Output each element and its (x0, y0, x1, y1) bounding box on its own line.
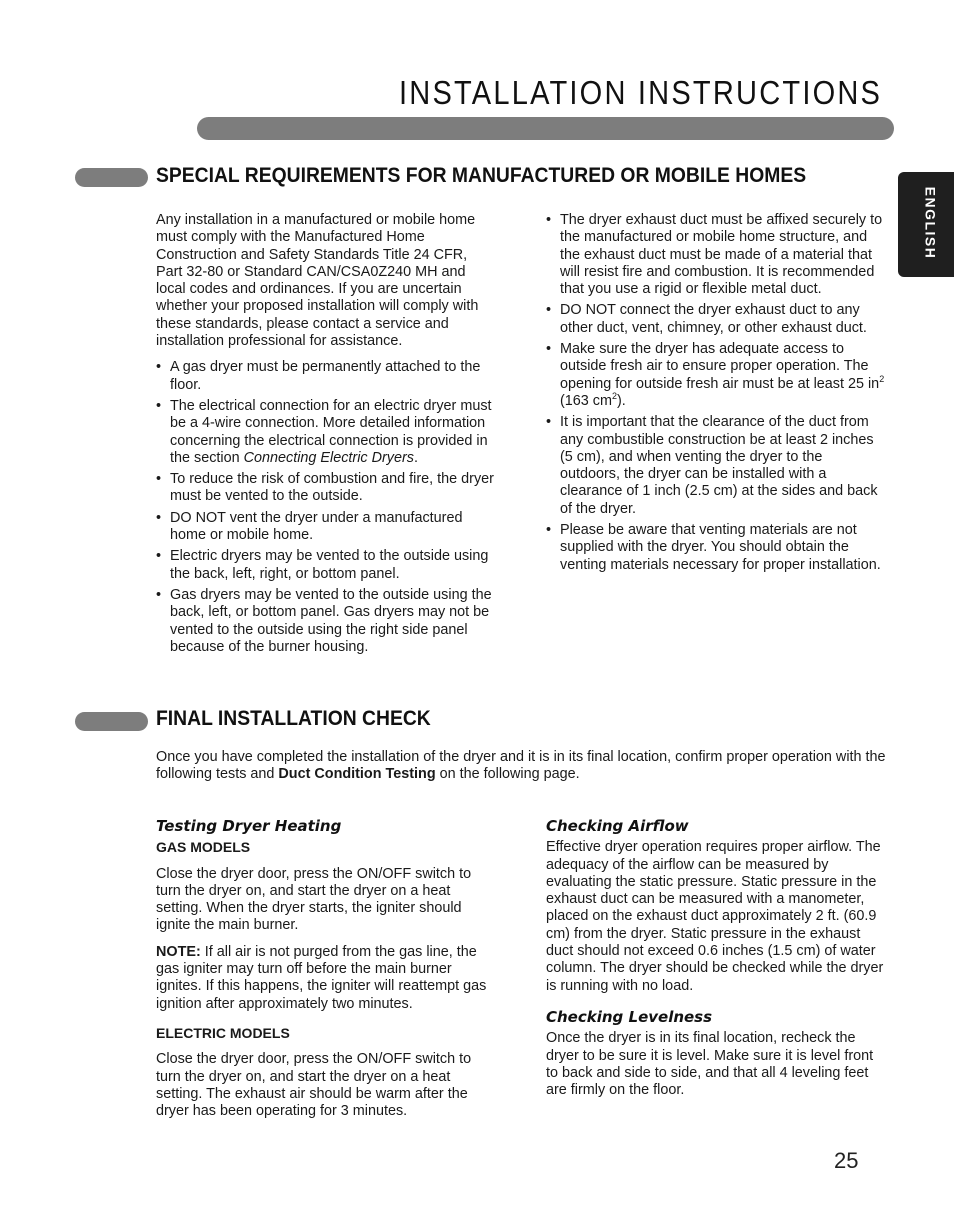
airflow-column (546, 818, 886, 1108)
section-marker-pill (75, 712, 148, 731)
bullet-glyph: • (156, 471, 162, 488)
superscript: 2 (879, 373, 885, 384)
list-item-text: Gas dryers may be vented to the outside using the back, left, or bottom panel. Gas dryers may not be vented to the outside using the right side panel because of the burner housing. (170, 586, 492, 655)
list-item-text: (163 cm (560, 392, 612, 409)
list-item-text: The electrical connection for an electric dryer must be a 4-wire connection. More detailed information concerning the electrical connection is provided in the section (170, 397, 492, 466)
mobile-homes-left-list (156, 359, 496, 656)
bullet-glyph: • (156, 548, 162, 565)
bullet-glyph: • (546, 302, 552, 319)
list-item-text: Please be aware that venting materials are not supplied with the dryer. You should obtain the venting materials necessary for proper installation. (560, 522, 881, 573)
bullet-glyph: • (156, 359, 162, 376)
title-underline-bar (197, 117, 894, 140)
superscript: 2 (611, 391, 617, 402)
levelness-text: Once the dryer is in its final location, recheck the dryer to be sure it is level. Make sure it is level front to back and side to side, and that all 4 leveling feet are firmly on the floor. (546, 1030, 874, 1099)
section-heading-final-check: FINAL INSTALLATION CHECK (156, 707, 431, 730)
mobile-homes-left-column (156, 212, 496, 660)
list-item-text: Make sure the dryer has adequate access to outside fresh air to ensure proper operation. The opening for outside fresh air must be at least 25 in (560, 341, 880, 392)
electric-models-label: ELECTRIC MODELS (156, 1024, 290, 1041)
bullet-glyph: • (156, 509, 162, 526)
list-item-text: DO NOT vent the dryer under a manufactured home or mobile home. (170, 509, 463, 544)
list-item (546, 341, 886, 410)
list-item-text: It is important that the clearance of the duct from any combustible construction be at least 2 inches (5 cm), and when venting the dryer to the outdoors, the dryer can be installed with a clearance of 1 inch (2.5 cm) at the sides and back of the dryer. (560, 414, 878, 517)
heating-column (156, 818, 496, 1129)
final-check-intro (156, 749, 891, 793)
language-tab (898, 172, 954, 277)
airflow-text: Effective dryer operation requires proper airflow. The adequacy of the airflow can be measured by evaluating the static pressure. Static pressure in the exhaust duct can be measured with a manometer, placed on the exhaust duct approximately 2 ft. (60.9 cm) from the dryer. Static pressure in the exhaust duct should not exceed 0.6 inches (1.5 cm) of water column. The dryer should be checked while the dryer is running with no load. (546, 839, 884, 994)
bullet-glyph: • (546, 212, 552, 228)
gas-models-text: Close the dryer door, press the ON/OFF switch to turn the dryer on, and start the dryer on a heat setting. When the dryer starts, the igniter should ignite the main burner. (156, 865, 472, 934)
bullet-glyph: • (546, 341, 552, 358)
list-item (156, 398, 496, 467)
bullet-glyph: • (546, 522, 552, 539)
list-item-text: The dryer exhaust duct must be affixed securely to the manufactured or mobile home structure, and the exhaust duct must be made of a material that will resist fire and combustion. It is recommended that you use a rigid or flexible metal duct. (560, 212, 883, 298)
intro-text: Once you have completed the installation of the dryer and it is in its final location, confirm proper operation with the following tests and (156, 749, 886, 783)
intro-text: on the following page. (435, 766, 580, 783)
list-item (156, 471, 496, 506)
list-item-text: ). (617, 392, 626, 409)
list-item (546, 212, 886, 298)
page-title: INSTALLATION INSTRUCTIONS (399, 74, 883, 111)
bullet-glyph: • (546, 414, 552, 431)
list-item-text: Electric dryers may be vented to the outside using the back, left, right, or bottom panel. (170, 548, 489, 582)
electric-models-text: Close the dryer door, press the ON/OFF switch to turn the dryer on, and start the dryer on a heat setting. The exhaust air should be warm after the dryer has been operating for 3 minutes. (156, 1051, 472, 1120)
list-item (156, 548, 496, 583)
intro-bold-reference: Duct Condition Testing (278, 766, 436, 783)
list-item-text: To reduce the risk of combustion and fire, the dryer must be vented to the outside. (170, 471, 494, 505)
mobile-homes-intro: Any installation in a manufactured or mobile home must comply with the Manufactured Home Construction and Safety Standards Title 24 CFR, Part 32-80 or Standard CAN/CSA0Z240 MH and local codes and ordinances. If you are uncertain whether your proposed installation will comply with these standards, please contact a service and installation professional for assistance. (156, 212, 479, 350)
note-text: If all air is not purged from the gas line, the gas igniter may turn off before the main burner ignites. If this happens, the igniter will reattempt gas ignition after approximately two minutes. (156, 943, 487, 1012)
mobile-homes-right-column (546, 212, 886, 578)
list-item (156, 587, 496, 656)
mobile-homes-right-list (546, 212, 886, 574)
list-item (156, 510, 496, 545)
list-item (546, 522, 886, 574)
section-marker-pill (75, 168, 148, 187)
section-reference: Connecting Electric Dryers (243, 449, 414, 466)
airflow-subheading: Checking Airflow (546, 817, 689, 835)
list-item (546, 302, 886, 337)
bullet-glyph: • (156, 586, 162, 603)
list-item (156, 359, 496, 394)
list-item-text: . (413, 449, 418, 466)
list-item (546, 414, 886, 518)
heating-subheading: Testing Dryer Heating (156, 817, 342, 835)
list-item-text: DO NOT connect the dryer exhaust duct to any other duct, vent, chimney, or other exhaust duct. (560, 302, 867, 336)
gas-models-label: GAS MODELS (156, 839, 251, 856)
note-paragraph (156, 944, 496, 1013)
language-tab-label: ENGLISH (922, 186, 939, 260)
levelness-subheading: Checking Levelness (546, 1007, 713, 1026)
final-check-intro-text (156, 749, 891, 784)
note-label: NOTE: (156, 943, 201, 960)
page-number: 25 (834, 1148, 859, 1173)
list-item-text: A gas dryer must be permanently attached to the floor. (170, 359, 481, 393)
section-heading-mobile-homes: SPECIAL REQUIREMENTS FOR MANUFACTURED OR MOBILE HOMES (156, 164, 807, 187)
bullet-glyph: • (156, 397, 162, 414)
